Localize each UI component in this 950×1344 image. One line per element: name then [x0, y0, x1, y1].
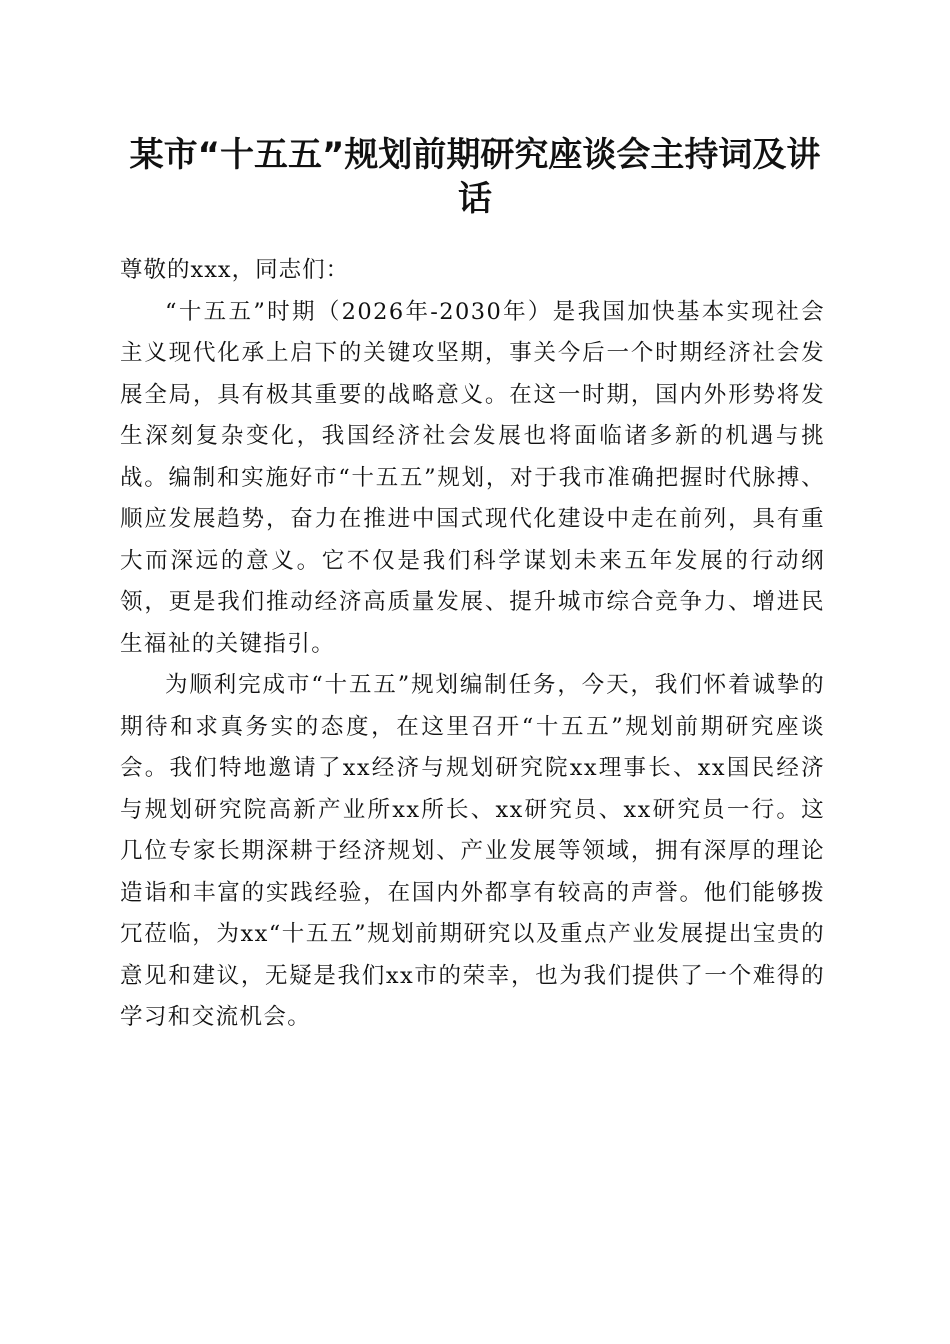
document-title: 某市“十五五”规划前期研究座谈会主持词及讲话 [129, 135, 821, 219]
paragraph-1: “十五五”时期（2026年-2030年）是我国加快基本实现社会主义现代化承上启下的关键攻坚期，事关今后一个时期经济社会发展全局，具有极其重要的战略意义。在这一时期，国内外形势将发生深刻复杂变化，我国经济社会发展也将面临诸多新的机遇与挑战。编制和实施好市“十五五”规划，对于我市准确把握时代脉搏、顺应发展趋势，奋力在推进中国式现代化建设中走在前列，具有重大而深远的意义。它不仅是我们科学谋划未来五年发展的行动纲领，更是我们推动经济高质量发展、提升城市综合竞争力、增进民生福祉的关键指引。 [120, 298, 825, 657]
document-body [120, 250, 825, 1039]
salutation: 尊敬的xxx，同志们： [120, 257, 350, 283]
paragraph-2: 为顺利完成市“十五五”规划编制任务，今天，我们怀着诚挚的期待和求真务实的态度，在这里召开“十五五”规划前期研究座谈会。我们特地邀请了xx经济与规划研究院xx理事长、xx国民经济与规划研究院高新产业所xx所长、xx研究员、xx研究员一行。这几位专家长期深耕于经济规划、产业发展等领域，拥有深厚的理论造诣和丰富的实践经验，在国内外都享有较高的声誉。他们能够拨冗莅临，为xx“十五五”规划前期研究以及重点产业发展提出宝贵的意见和建议，无疑是我们xx市的荣幸，也为我们提供了一个难得的学习和交流机会。 [120, 672, 825, 1030]
